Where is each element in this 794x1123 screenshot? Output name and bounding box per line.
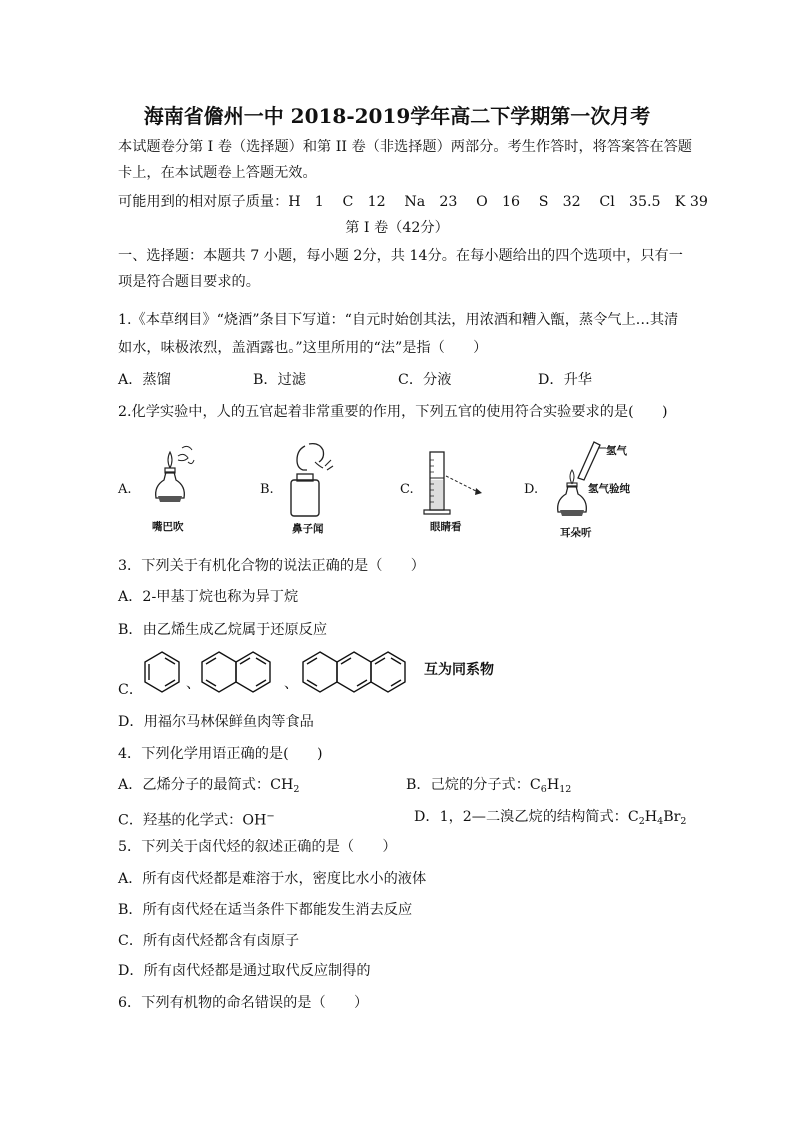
q3-separator-2: 、 [284, 676, 299, 692]
q1-option-a: A．蒸馏 [118, 372, 171, 388]
bottle-smell-illustration [285, 440, 345, 520]
atomic-mass-line: 可能用到的相对原子质量：H 1 C 12 Na 23 O 16 S 32 Cl 35.5 K 39 [118, 194, 708, 210]
q2-option-d-letter: D. [524, 482, 539, 497]
graduated-cylinder-look-illustration [420, 448, 490, 516]
q4-option-d: D．1，2—二溴乙烷的结构简式：$C_2H_4Br_2$ [414, 809, 687, 827]
part1-instructions-line-2: 项是符合题目要求的。 [118, 274, 260, 290]
q5-option-c: C．所有卤代烃都含有卤原子 [118, 933, 300, 949]
q2-option-c-letter: C. [400, 482, 414, 497]
q3-separator-1: 、 [186, 676, 201, 692]
q3-stem: 3．下列关于有机化合物的说法正确的是（ ） [118, 558, 425, 574]
q2-caption-c: 眼睛看 [430, 521, 462, 533]
q1-stem-line-1: 1.《本草纲目》“烧酒”条目下写道：“自元时始创其法，用浓酒和糟入甑，蒸令气上…其清 [118, 312, 679, 328]
page-title: 海南省儋州一中 2018-2019学年高二下学期第一次月考 [143, 104, 651, 128]
q1-option-d: D．升华 [538, 372, 592, 388]
q2-caption-b: 鼻子闻 [292, 523, 324, 535]
intro-line-2: 卡上，在本试题卷上答题无效。 [118, 165, 317, 181]
q2-stem: 2.化学实验中，人的五官起着非常重要的作用，下列五官的使用符合实验要求的是( ) [118, 404, 668, 420]
intro-line-1: 本试题卷分第 I 卷（选择题）和第 II 卷（非选择题）两部分。考生作答时，将答案答在答题 [118, 139, 692, 155]
q2-label-hydrogen-purity-test: 氢气验纯 [588, 483, 630, 495]
q4-stem: 4．下列化学用语正确的是( ) [118, 746, 323, 762]
q5-option-a: A．所有卤代烃都是难溶于水，密度比水小的液体 [118, 871, 427, 887]
q1-stem-line-2: 如水，味极浓烈，盖酒露也。”这里所用的“法”是指（ ） [118, 340, 488, 356]
q5-option-b: B．所有卤代烃在适当条件下都能发生消去反应 [118, 902, 413, 918]
q2-option-b-letter: B. [260, 482, 274, 497]
q5-option-d: D．所有卤代烃都是通过取代反应制得的 [118, 963, 371, 979]
q3-option-d: D．用福尔马林保鲜鱼肉等食品 [118, 714, 314, 730]
q4-option-c: C．羟基的化学式：OH− [118, 811, 275, 829]
section-heading: 第 I 卷（42分） [345, 220, 449, 236]
q1-option-b: B．过滤 [253, 372, 306, 388]
q4-option-a: A．乙烯分子的最简式：$CH_2$ [118, 777, 300, 795]
q3-option-b: B．由乙烯生成乙烷属于还原反应 [118, 622, 328, 638]
part1-instructions-line-1: 一、选择题：本题共 7 小题，每小题 2分，共 14分。在每小题给出的四个选项中，只有一 [118, 248, 683, 264]
q1-option-c: C．分液 [398, 372, 452, 388]
q4-option-b: B．己烷的分子式：$C_6H_{12}$ [406, 777, 572, 795]
q2-label-hydrogen: 氢气 [606, 445, 627, 457]
alcohol-lamp-blow-illustration [148, 446, 200, 518]
q3-option-c-conclusion: 互为同系物 [424, 662, 494, 678]
q2-caption-a: 嘴巴吹 [152, 521, 184, 533]
q2-option-a-letter: A. [118, 482, 132, 497]
benzene-naphthalene-anthracene-structures [142, 650, 412, 696]
q3-option-a: A．2-甲基丁烷也称为异丁烷 [118, 589, 299, 605]
q2-caption-d: 耳朵听 [560, 527, 592, 539]
q6-stem: 6．下列有机物的命名错误的是（ ） [118, 995, 369, 1011]
q5-stem: 5．下列关于卤代烃的叙述正确的是（ ） [118, 839, 397, 855]
benzene-ring [145, 652, 179, 692]
q3-option-c-letter: C． [118, 682, 144, 698]
